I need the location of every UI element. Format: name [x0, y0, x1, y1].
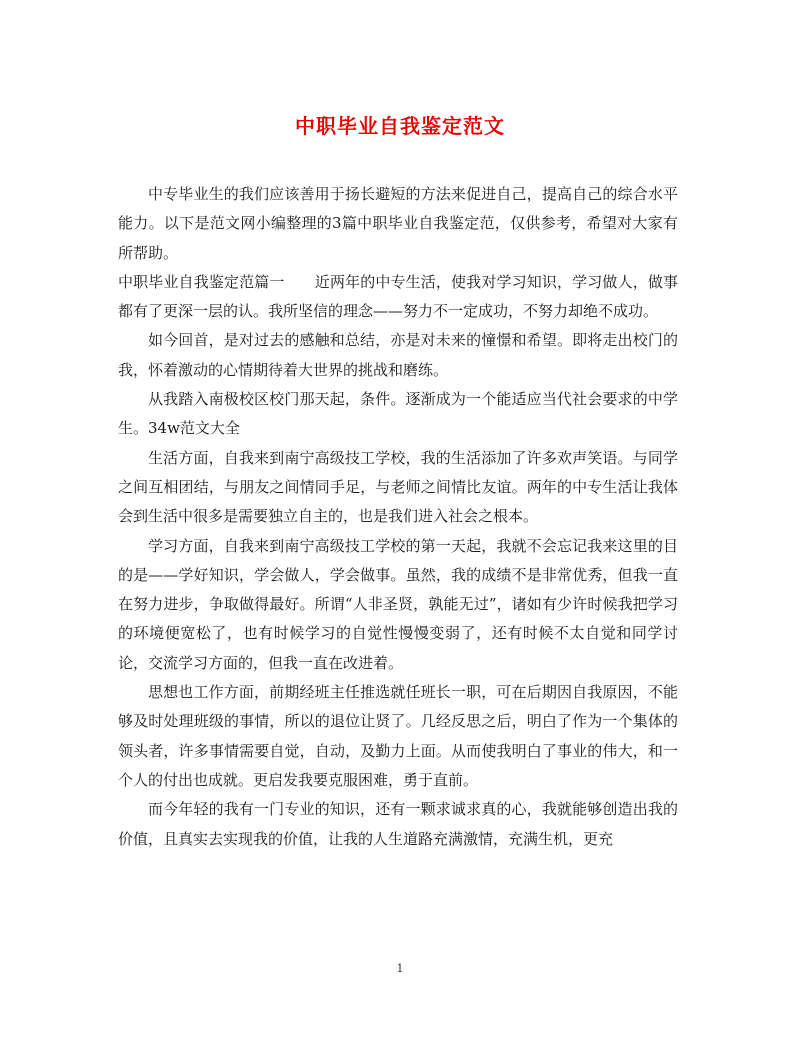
paragraph-campus: 从我踏入南极校区校门那天起，条件。逐渐成为一个能适应当代社会要求的中学生。34w范文大全	[118, 390, 678, 438]
paragraph-study: 学习方面，自我来到南宁高级技工学校的第一天起，我就不会忘记我来这里的目的是——学好知识，学会做人，学会做事。虽然，我的成绩不是非常优秀，但我一直在努力进步，争取做得最好。所谓“人非圣贤，孰能无过”，诸如有少许时候我把学习的环境便宽松了，也有时候学习的自觉性慢慢变弱了，还有时候不太自觉和同学讨论，交流学习方面的，但我一直在改进着。	[118, 536, 678, 672]
document-body	[118, 180, 678, 854]
paragraph-work: 思想也工作方面，前期经班主任推选就任班长一职，可在后期因自我原因，不能够及时处理班级的事情，所以的退位让贤了。几经反思之后，明白了作为一个集体的领头者，许多事情需要自觉，自动，及勤力上面。从而使我明白了事业的伟大，和一个人的付出也成就。更启发我要克服困难，勇于直前。	[118, 683, 678, 789]
page-number: 1	[396, 962, 404, 975]
paragraph-looking-back: 如今回首，是对过去的感触和总结，亦是对未来的憧憬和希望。即将走出校门的我，怀着激动的心情期待着大世界的挑战和磨练。	[118, 331, 678, 379]
document-title: 中职毕业自我鉴定范文	[295, 114, 505, 138]
paragraph-section-one: 中职毕业自我鉴定范篇一 近两年的中专生活，使我对学习知识，学习做人，做事都有了更深一层的认。我所坚信的理念——努力不一定成功，不努力却绝不成功。	[118, 272, 678, 321]
paragraph-future: 而今年轻的我有一门专业的知识，还有一颗求诚求真的心，我就能够创造出我的价值，且真实去实现我的价值，让我的人生道路充满激情，充满生机，更充	[118, 800, 678, 848]
paragraph-life: 生活方面，自我来到南宁高级技工学校，我的生活添加了许多欢声笑语。与同学之间互相团结，与朋友之间情同手足，与老师之间情比友谊。两年的中专生活让我体会到生活中很多是需要独立自主的，也是我们进入社会之根本。	[118, 448, 678, 526]
paragraph-intro: 中专毕业生的我们应该善用于扬长避短的方法来促进自己，提高自己的综合水平能力。以下是范文网小编整理的3篇中职毕业自我鉴定范，仅供参考，希望对大家有所帮助。	[118, 185, 678, 262]
